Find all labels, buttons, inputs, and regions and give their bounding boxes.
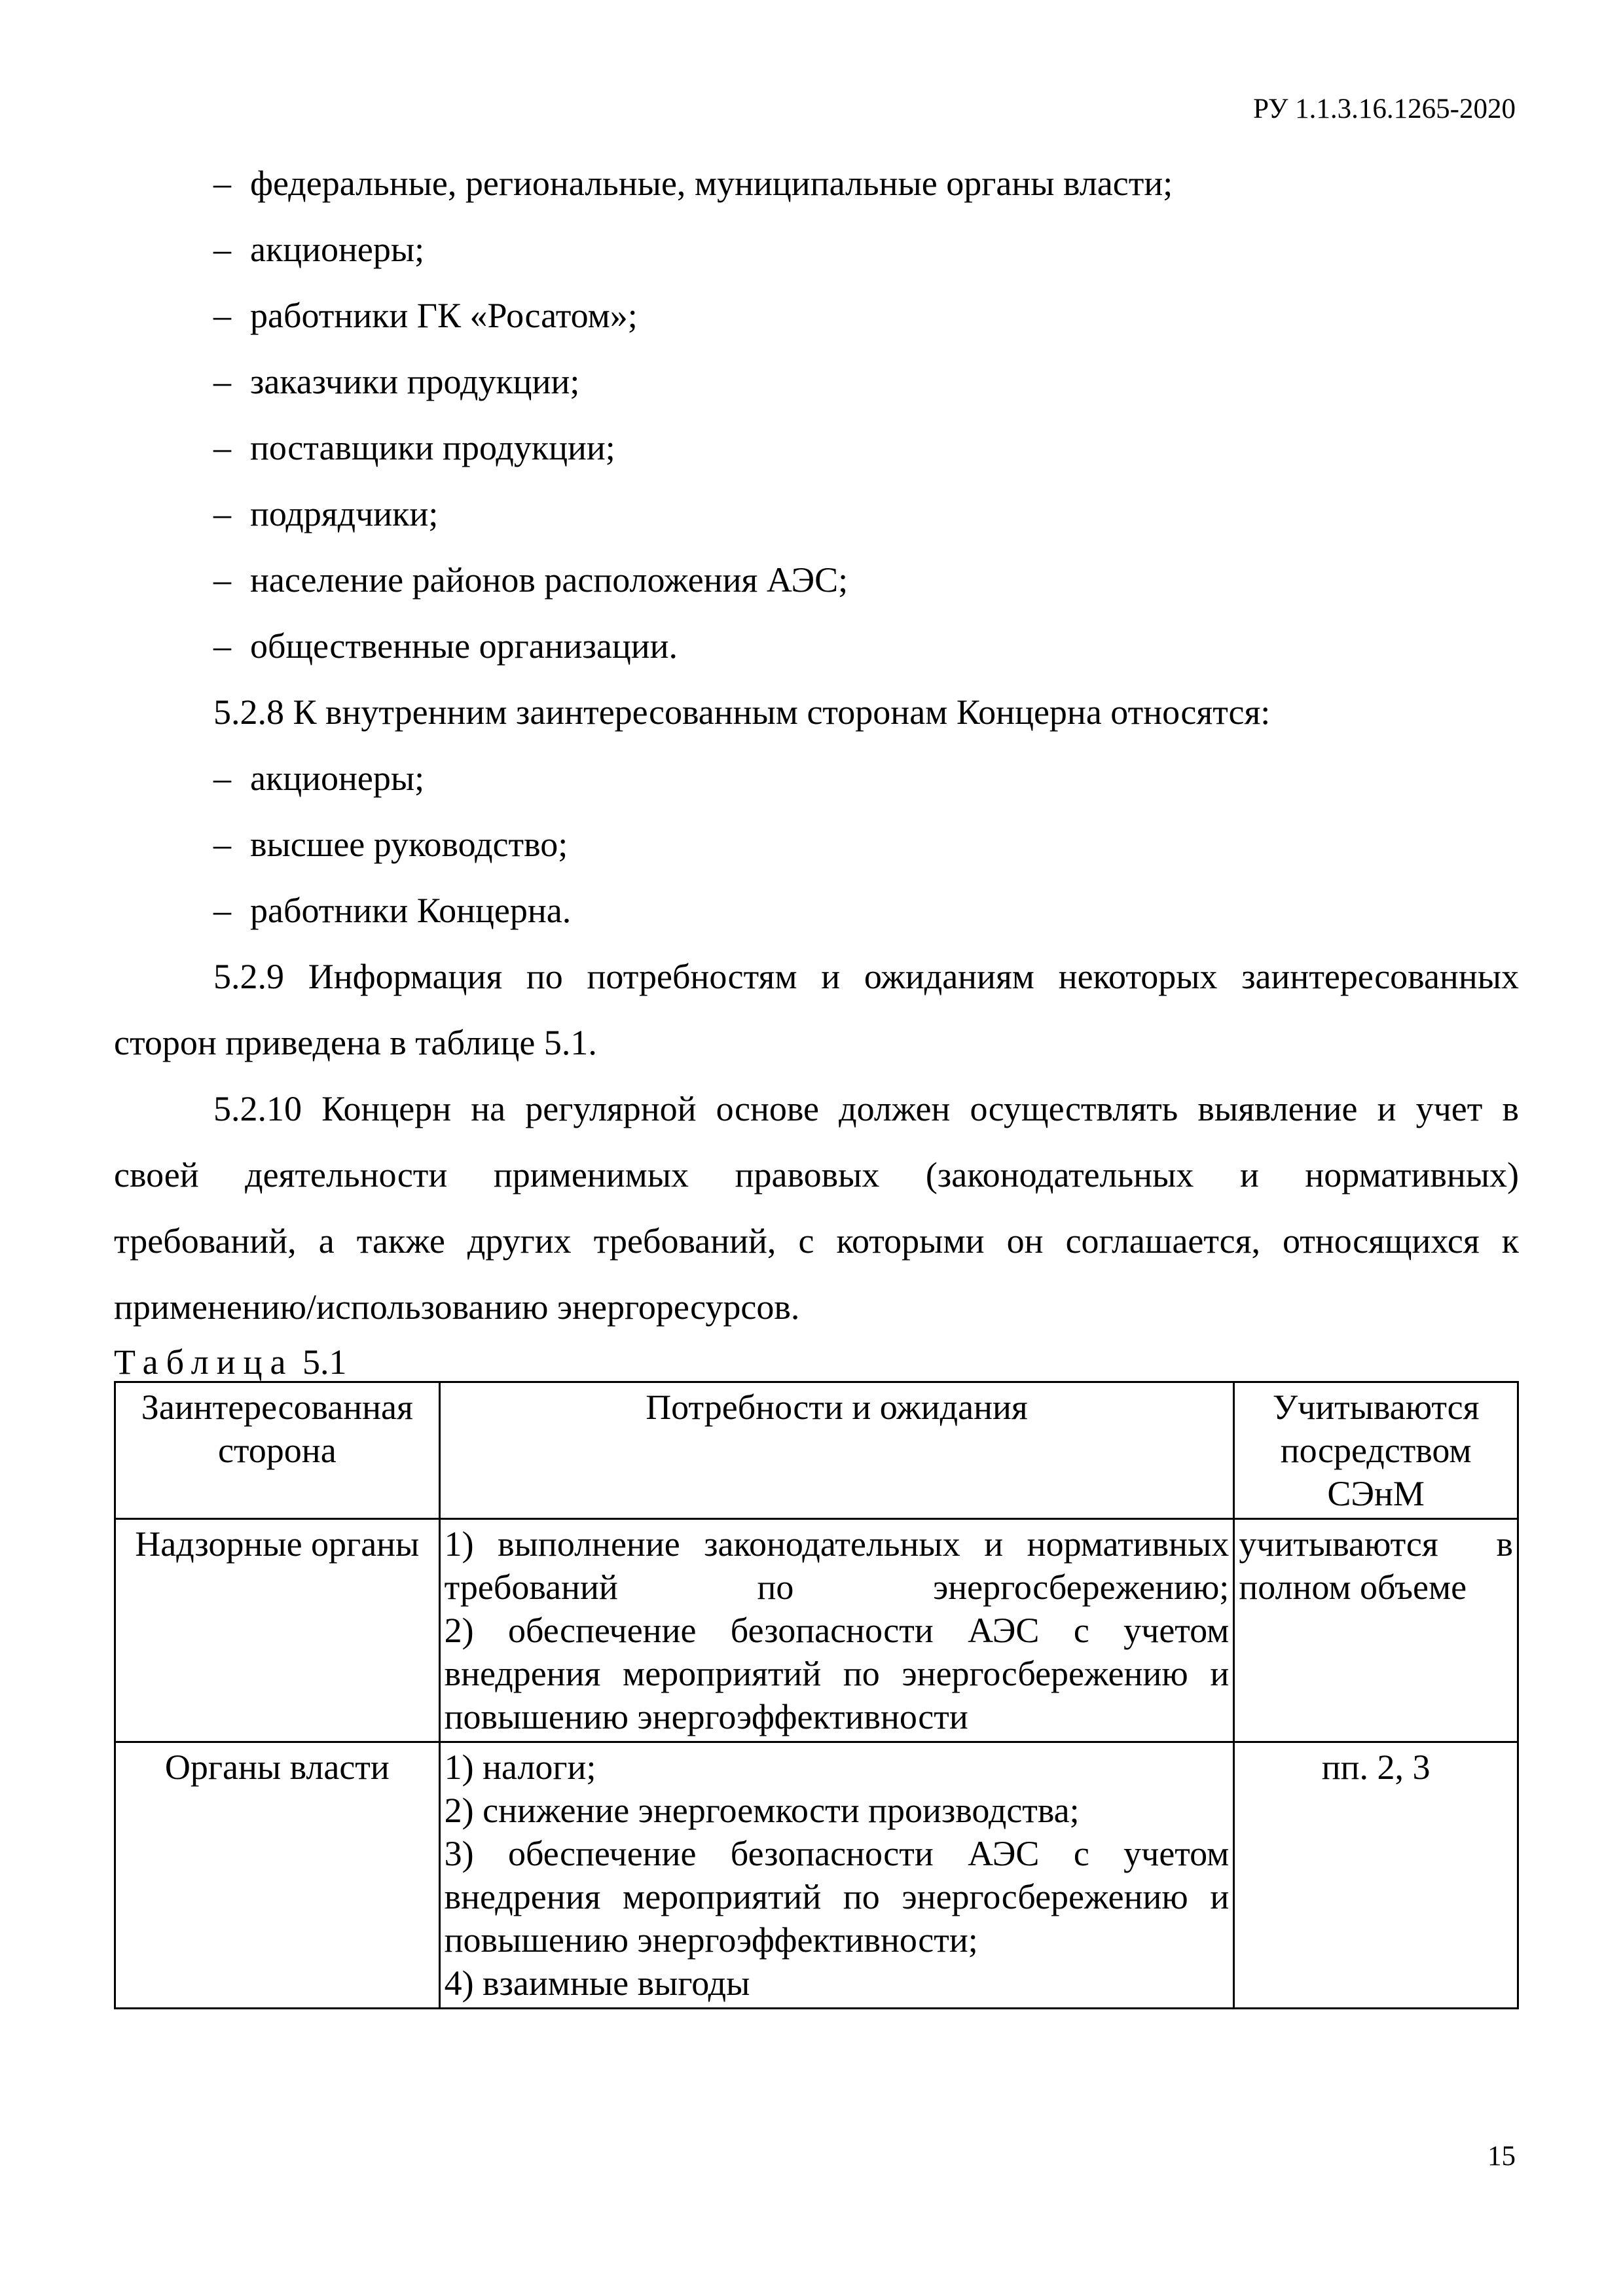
list-item: – работники Концерна. [213, 891, 572, 930]
cell-needs: 1) выполнение законодательных и нормативных требований по энергосбережению; 2) обеспечение безопасности АЭС с учетом внедрения мероприятий по энергосбережению и повышению энергоэффективности [439, 1519, 1234, 1742]
page-body [114, 151, 1519, 2009]
page-number: 15 [1487, 2141, 1516, 2172]
table-row [115, 1742, 1518, 2009]
paragraph-5-2-9: 5.2.9 Информация по потребностям и ожиданиям некоторых заинтересованных сторон приведена в таблице 5.1. [114, 957, 1519, 1062]
cell-party: Надзорные органы [115, 1519, 440, 1742]
list-item: – население районов расположения АЭС; [213, 560, 848, 600]
list-item: – подрядчики; [213, 494, 439, 533]
list-item: – акционеры; [213, 230, 425, 269]
list-item: – акционеры; [213, 759, 425, 798]
list-item: – работники ГК «Росатом»; [213, 296, 638, 335]
list-item: – общественные организации. [213, 626, 678, 666]
header-needs: Потребности и ожидания [439, 1382, 1234, 1519]
header-party: Заинтересованная сторона [115, 1382, 440, 1519]
list-item: – заказчики продукции; [213, 362, 580, 401]
table-row [115, 1519, 1518, 1742]
paragraph-5-2-8: 5.2.8 К внутренним заинтересованным сторонам Концерна относятся: [213, 692, 1271, 732]
list-item: – поставщики продукции; [213, 428, 615, 467]
paragraph-5-2-10: 5.2.10 Концерн на регулярной основе должен осуществлять выявление и учет в своей деятельности применимых правовых (законодательных и нормативных) требований, а также других требований, с которыми он соглашается, относящихся к применению/использованию энергоресурсов. [114, 1089, 1519, 1327]
list-item: – федеральные, региональные, муниципальные органы власти; [213, 164, 1173, 203]
header-accounted: Учитываются посредством СЭнМ [1234, 1382, 1518, 1519]
table-caption: Таблица 5.1 [114, 1342, 347, 1382]
cell-party: Органы власти [115, 1742, 440, 2009]
table-header-row [115, 1382, 1518, 1519]
list-item: – высшее руководство; [213, 825, 568, 864]
cell-needs: 1) налоги; 2) снижение энергоемкости производства; 3) обеспечение безопасности АЭС с учетом внедрения мероприятий по энергосбережению и повышению энергоэффективности; 4) взаимные выгоды [439, 1742, 1234, 2009]
cell-accounted: пп. 2, 3 [1234, 1742, 1518, 2009]
cell-accounted: учитываются в полном объеме [1234, 1519, 1518, 1742]
stakeholder-table [114, 1381, 1519, 2009]
document-code: РУ 1.1.3.16.1265-2020 [1253, 94, 1516, 124]
